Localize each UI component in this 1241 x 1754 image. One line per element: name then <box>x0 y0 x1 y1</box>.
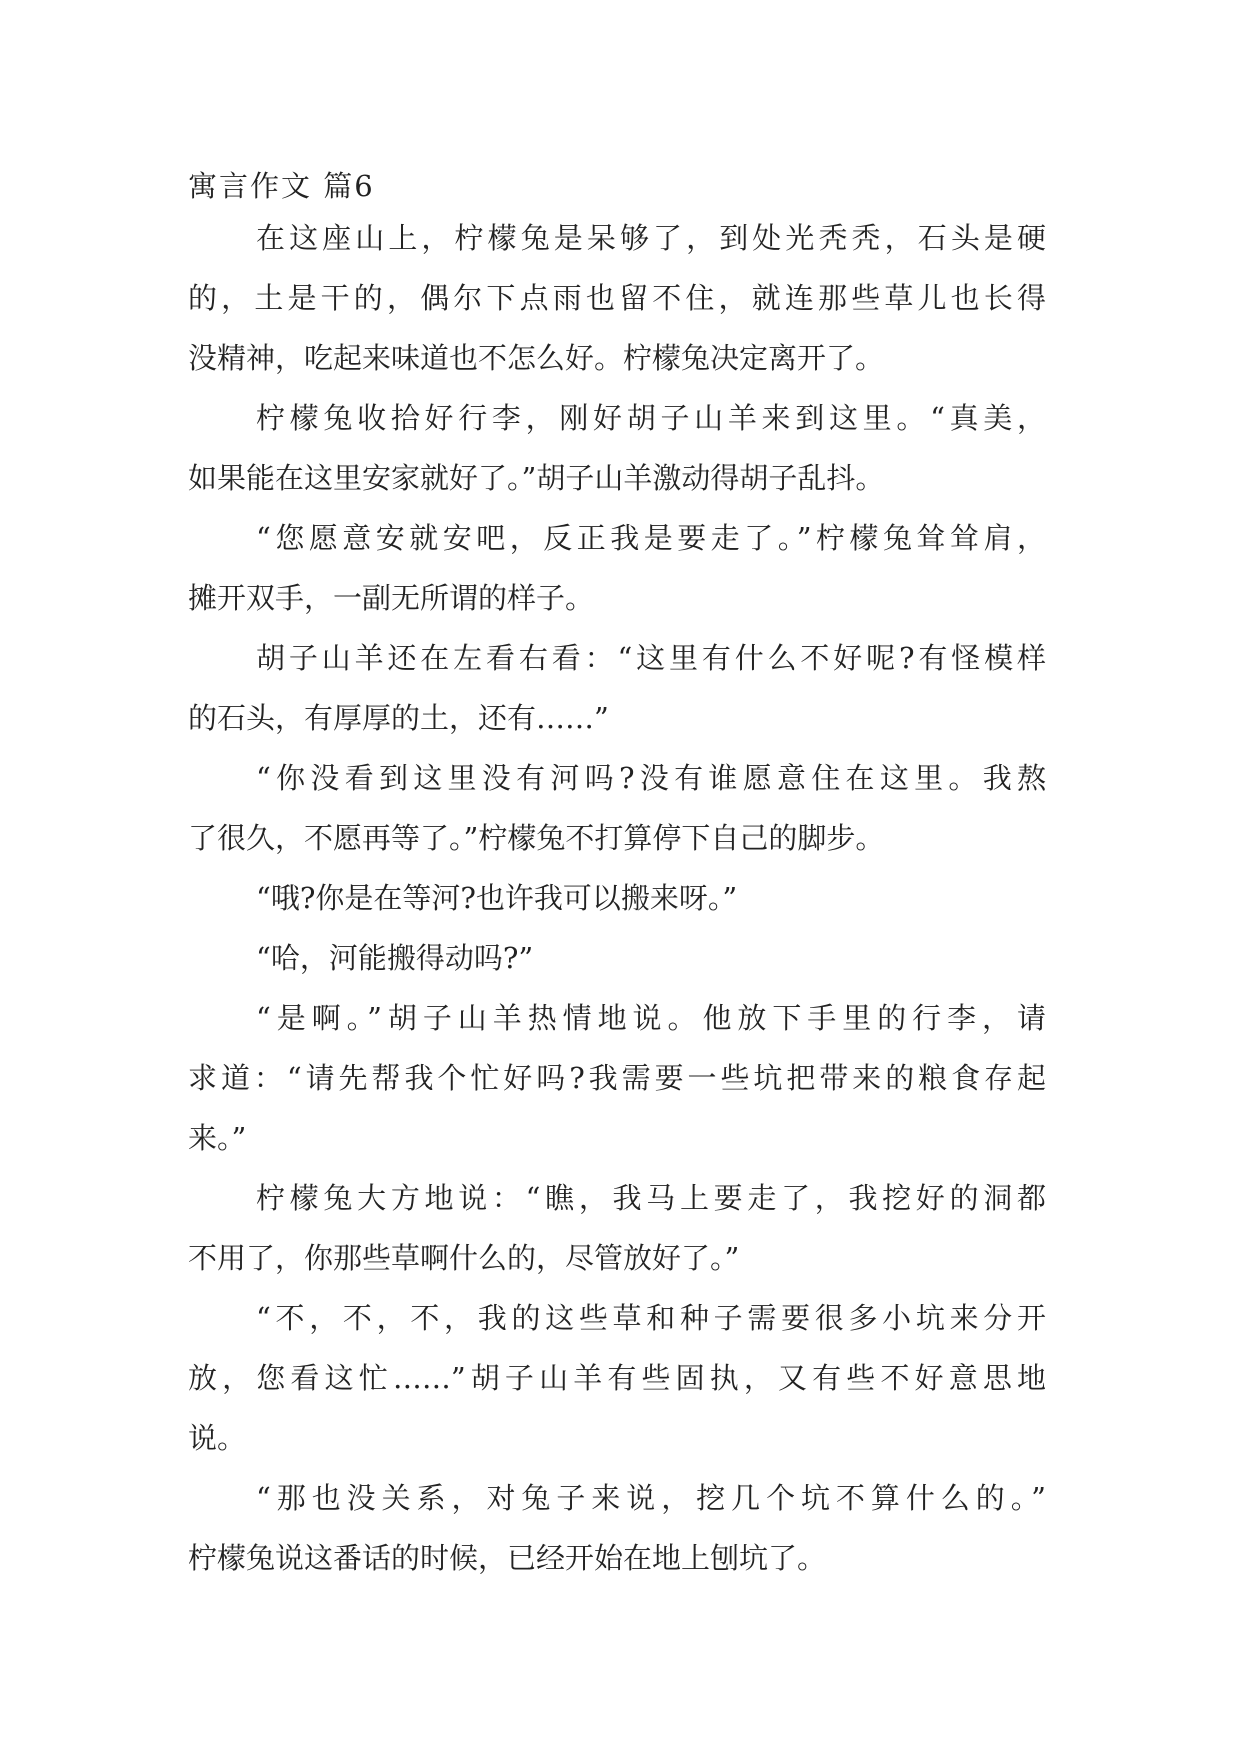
text-line: “哦?你是在等河?也许我可以搬来呀。” <box>256 881 738 915</box>
text-line: “是啊。”胡子山羊热情地说。他放下手里的行李，请 <box>256 1001 1046 1035</box>
text-line: 柠檬兔大方地说：“瞧，我马上要走了，我挖好的洞都 <box>256 1181 1046 1215</box>
text-line: 来。” <box>188 1121 247 1155</box>
text-line: “那也没关系，对兔子来说，挖几个坑不算什么的。” <box>256 1481 1046 1515</box>
text-line: “哈，河能搬得动吗?” <box>256 941 534 975</box>
text-line: “你没看到这里没有河吗?没有谁愿意住在这里。我熬 <box>256 761 1046 795</box>
text-line: 的石头，有厚厚的土，还有……” <box>188 701 609 735</box>
text-line: 的，土是干的，偶尔下点雨也留不住，就连那些草儿也长得 <box>188 281 1046 315</box>
text-line: 放，您看这忙……”胡子山羊有些固执，又有些不好意思地 <box>188 1361 1046 1395</box>
document-title: 寓言作文 篇6 <box>188 169 375 203</box>
text-line: 不用了，你那些草啊什么的，尽管放好了。” <box>188 1241 740 1275</box>
text-line: 求道：“请先帮我个忙好吗?我需要一些坑把带来的粮食存起 <box>188 1061 1046 1095</box>
text-line: 说。 <box>188 1421 247 1455</box>
text-line: “不，不，不，我的这些草和种子需要很多小坑来分开 <box>256 1301 1046 1335</box>
text-line: 柠檬兔说这番话的时候，已经开始在地上刨坑了。 <box>188 1541 827 1575</box>
text-line: 摊开双手，一副无所谓的样子。 <box>188 581 595 615</box>
text-line: 柠檬兔收拾好行李，刚好胡子山羊来到这里。“真美， <box>256 401 1046 435</box>
text-line: 如果能在这里安家就好了。”胡子山羊激动得胡子乱抖。 <box>188 461 885 495</box>
text-line: 胡子山羊还在左看右看：“这里有什么不好呢?有怪模样 <box>256 641 1046 675</box>
text-line: 了很久，不愿再等了。”柠檬兔不打算停下自己的脚步。 <box>188 821 885 855</box>
text-line: 在这座山上，柠檬兔是呆够了，到处光秃秃，石头是硬 <box>256 221 1046 255</box>
text-line: 没精神，吃起来味道也不怎么好。柠檬兔决定离开了。 <box>188 341 885 375</box>
text-line: “您愿意安就安吧，反正我是要走了。”柠檬兔耸耸肩， <box>256 521 1046 555</box>
